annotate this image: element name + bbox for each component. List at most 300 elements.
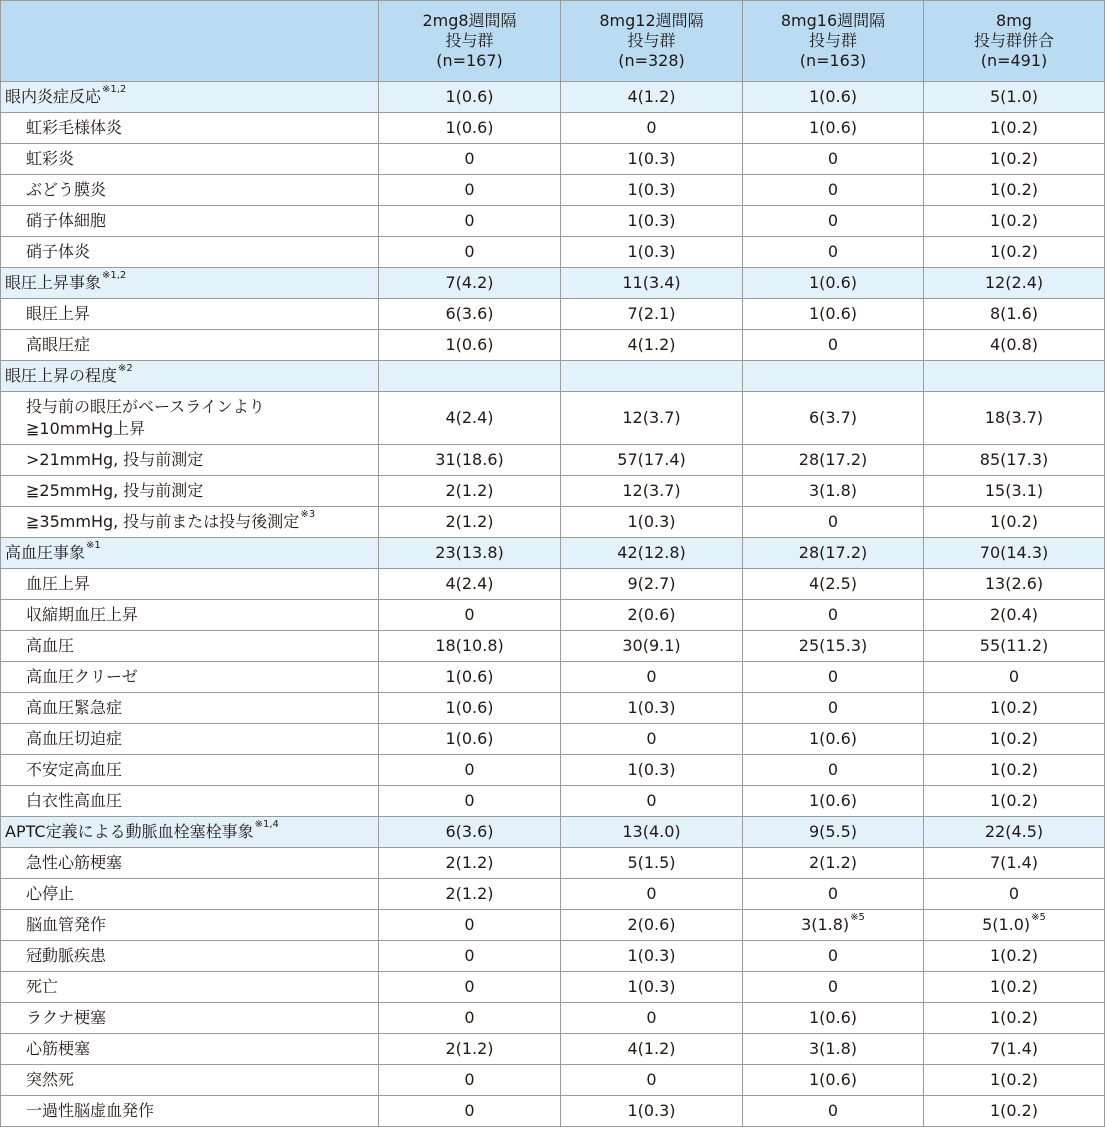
row-label bbox=[1, 848, 379, 879]
table-row bbox=[1, 631, 1105, 662]
value-cell bbox=[743, 569, 924, 600]
value-text: 0 bbox=[464, 149, 475, 168]
value-text: 1(0.2) bbox=[989, 512, 1039, 531]
value-cell bbox=[379, 82, 561, 113]
table-row bbox=[1, 662, 1105, 693]
value-text: 0 bbox=[464, 977, 475, 996]
value-cell bbox=[561, 972, 743, 1003]
value-cell bbox=[379, 724, 561, 755]
value-cell bbox=[743, 330, 924, 361]
value-cell bbox=[924, 361, 1105, 392]
value-cell bbox=[561, 538, 743, 569]
value-cell bbox=[743, 600, 924, 631]
value-text: 12(3.7) bbox=[622, 408, 681, 427]
value-text: 7(2.1) bbox=[627, 304, 676, 323]
value-cell bbox=[743, 237, 924, 268]
row-label bbox=[1, 476, 379, 507]
value-text: 18(3.7) bbox=[984, 408, 1044, 427]
value-cell bbox=[743, 848, 924, 879]
value-cell bbox=[924, 1065, 1105, 1096]
value-cell bbox=[924, 941, 1105, 972]
value-cell bbox=[743, 476, 924, 507]
row-label-text: 一過性脳虚血発作 bbox=[26, 1101, 155, 1120]
row-label-text: 死亡 bbox=[26, 977, 59, 996]
value-text: 0 bbox=[827, 1101, 839, 1120]
footnote-marker: ※1,2 bbox=[102, 270, 127, 281]
value-text: 70(14.3) bbox=[979, 543, 1049, 562]
column-header-line: 8mg bbox=[996, 11, 1032, 30]
value-cell bbox=[924, 879, 1105, 910]
value-cell bbox=[924, 848, 1105, 879]
column-header-line: (n=167) bbox=[436, 51, 503, 70]
value-text: 0 bbox=[1008, 884, 1020, 903]
value-text: 2(1.2) bbox=[445, 884, 494, 903]
row-label bbox=[1, 941, 379, 972]
row-label-text: 白衣性高血圧 bbox=[26, 791, 123, 810]
row-label bbox=[1, 268, 379, 299]
value-text: 1(0.3) bbox=[627, 977, 676, 996]
value-cell bbox=[379, 445, 561, 476]
footnote-marker: ※1,2 bbox=[102, 84, 127, 95]
value-text: 0 bbox=[827, 760, 839, 779]
value-cell bbox=[379, 1065, 561, 1096]
column-header-2 bbox=[561, 1, 743, 82]
row-label bbox=[1, 237, 379, 268]
value-cell bbox=[743, 941, 924, 972]
value-cell bbox=[561, 600, 743, 631]
value-text: 4(2.4) bbox=[445, 408, 494, 427]
value-cell bbox=[379, 1034, 561, 1065]
value-cell bbox=[743, 206, 924, 237]
value-text: 1(0.3) bbox=[627, 512, 676, 531]
value-cell bbox=[561, 330, 743, 361]
table-header bbox=[1, 1, 1105, 82]
value-text: 23(13.8) bbox=[435, 543, 504, 562]
value-cell bbox=[743, 361, 924, 392]
value-cell bbox=[743, 662, 924, 693]
value-text: 4(1.2) bbox=[627, 335, 676, 354]
table-row bbox=[1, 941, 1105, 972]
row-label-text: 硝子体細胞 bbox=[26, 211, 107, 230]
value-text: 85(17.3) bbox=[979, 450, 1049, 469]
column-header-line: (n=491) bbox=[980, 51, 1048, 70]
row-label-text: 脳血管発作 bbox=[26, 915, 107, 934]
value-cell bbox=[561, 631, 743, 662]
value-text: 1(0.6) bbox=[445, 118, 494, 137]
value-cell bbox=[561, 1003, 743, 1034]
value-text: 30(9.1) bbox=[622, 636, 681, 655]
value-text: 0 bbox=[646, 118, 657, 137]
table-row bbox=[1, 445, 1105, 476]
value-cell bbox=[924, 237, 1105, 268]
value-text: 4(2.5) bbox=[808, 574, 858, 593]
value-cell bbox=[743, 786, 924, 817]
value-cell bbox=[924, 693, 1105, 724]
column-header-1 bbox=[379, 1, 561, 82]
value-text: 12(3.7) bbox=[622, 481, 681, 500]
table-row bbox=[1, 848, 1105, 879]
value-cell bbox=[924, 299, 1105, 330]
value-text: 2(1.2) bbox=[445, 512, 494, 531]
value-text: 9(5.5) bbox=[808, 822, 858, 841]
value-text: 1(0.6) bbox=[808, 304, 858, 323]
row-label bbox=[1, 175, 379, 206]
row-label-text: >21mmHg, 投与前測定 bbox=[26, 450, 204, 469]
value-cell bbox=[743, 1034, 924, 1065]
table-row bbox=[1, 237, 1105, 268]
value-text: 1(0.6) bbox=[808, 1008, 858, 1027]
value-cell bbox=[561, 206, 743, 237]
row-label-text: ラクナ梗塞 bbox=[26, 1008, 107, 1027]
value-cell bbox=[924, 817, 1105, 848]
value-cell bbox=[743, 1003, 924, 1034]
row-label bbox=[1, 879, 379, 910]
value-cell bbox=[561, 848, 743, 879]
value-text: 1(0.2) bbox=[989, 1070, 1039, 1089]
row-label bbox=[1, 299, 379, 330]
value-cell bbox=[379, 476, 561, 507]
row-label bbox=[1, 569, 379, 600]
value-cell bbox=[561, 476, 743, 507]
value-text: 4(1.2) bbox=[627, 87, 676, 106]
category-row bbox=[1, 817, 1105, 848]
row-label-text: 急性心筋梗塞 bbox=[26, 853, 123, 872]
value-text: 1(0.2) bbox=[989, 242, 1039, 261]
value-text: 6(3.6) bbox=[445, 822, 494, 841]
value-text: 42(12.8) bbox=[617, 543, 686, 562]
value-cell bbox=[561, 268, 743, 299]
value-text: 1(0.2) bbox=[989, 729, 1039, 748]
value-text: 2(0.6) bbox=[627, 915, 676, 934]
value-text: 15(3.1) bbox=[984, 481, 1044, 500]
footnote-marker: ※5 bbox=[1031, 912, 1046, 923]
column-header-4 bbox=[924, 1, 1105, 82]
value-text: 6(3.6) bbox=[445, 304, 494, 323]
value-cell bbox=[561, 392, 743, 445]
value-text: 1(0.2) bbox=[989, 946, 1039, 965]
value-cell bbox=[379, 268, 561, 299]
value-cell bbox=[924, 600, 1105, 631]
value-text: 0 bbox=[1008, 667, 1020, 686]
value-text: 1(0.6) bbox=[808, 87, 858, 106]
value-cell bbox=[379, 330, 561, 361]
value-cell bbox=[743, 507, 924, 538]
value-cell bbox=[561, 569, 743, 600]
value-text: 13(2.6) bbox=[984, 574, 1044, 593]
value-text: 0 bbox=[464, 242, 475, 261]
value-cell bbox=[379, 817, 561, 848]
value-text: 1(0.2) bbox=[989, 1101, 1039, 1120]
value-cell bbox=[379, 1096, 561, 1127]
value-cell bbox=[379, 144, 561, 175]
category-row bbox=[1, 82, 1105, 113]
value-cell bbox=[379, 972, 561, 1003]
row-label bbox=[1, 693, 379, 724]
row-label-text: 心停止 bbox=[26, 884, 75, 903]
value-text: 1(0.3) bbox=[627, 211, 676, 230]
value-text: 0 bbox=[464, 605, 475, 624]
header-blank-cell bbox=[1, 1, 379, 82]
value-text: 1(0.2) bbox=[989, 180, 1039, 199]
column-header-line: 8mg16週間隔 bbox=[780, 11, 886, 30]
row-label bbox=[1, 972, 379, 1003]
value-cell bbox=[924, 175, 1105, 206]
table-row bbox=[1, 175, 1105, 206]
value-text: 0 bbox=[827, 977, 839, 996]
row-label-text: 虹彩毛様体炎 bbox=[26, 118, 123, 137]
value-cell bbox=[561, 299, 743, 330]
value-text: 55(11.2) bbox=[979, 636, 1049, 655]
category-row bbox=[1, 361, 1105, 392]
value-text: 0 bbox=[464, 915, 475, 934]
value-cell bbox=[561, 1034, 743, 1065]
row-label-text: 高血圧 bbox=[26, 636, 75, 655]
column-header-line: (n=163) bbox=[799, 51, 867, 70]
value-cell bbox=[561, 879, 743, 910]
value-cell bbox=[561, 755, 743, 786]
row-label bbox=[1, 1003, 379, 1034]
value-cell bbox=[743, 445, 924, 476]
value-cell bbox=[561, 175, 743, 206]
table-row bbox=[1, 113, 1105, 144]
value-cell bbox=[743, 392, 924, 445]
row-label-text: 高血圧クリーゼ bbox=[26, 667, 138, 686]
row-label-text: 眼圧上昇事象 bbox=[5, 273, 102, 292]
value-cell bbox=[379, 175, 561, 206]
footnote-marker: ※1 bbox=[86, 540, 101, 551]
value-cell bbox=[743, 693, 924, 724]
table-row bbox=[1, 507, 1105, 538]
value-text: 5(1.0) bbox=[989, 87, 1039, 106]
column-header-line: 投与群 bbox=[808, 31, 857, 50]
column-header-line: 投与群 bbox=[627, 31, 676, 50]
row-label bbox=[1, 82, 379, 113]
value-cell bbox=[561, 910, 743, 941]
value-cell bbox=[743, 299, 924, 330]
row-label-text: ぶどう膜炎 bbox=[26, 180, 107, 199]
value-text: 1(0.3) bbox=[627, 698, 676, 717]
row-label-text: ≧25mmHg, 投与前測定 bbox=[26, 481, 204, 500]
row-label-text: 高血圧緊急症 bbox=[26, 698, 123, 717]
value-text: 6(3.7) bbox=[808, 408, 858, 427]
table-row bbox=[1, 600, 1105, 631]
value-cell bbox=[379, 910, 561, 941]
value-text: 0 bbox=[646, 1008, 657, 1027]
value-text: 1(0.6) bbox=[445, 335, 494, 354]
value-cell bbox=[743, 1065, 924, 1096]
value-text: 0 bbox=[464, 760, 475, 779]
value-cell bbox=[743, 972, 924, 1003]
value-text: 0 bbox=[464, 180, 475, 199]
table-row bbox=[1, 786, 1105, 817]
value-text: 0 bbox=[827, 211, 839, 230]
value-cell bbox=[379, 786, 561, 817]
row-label bbox=[1, 600, 379, 631]
value-text: 1(0.2) bbox=[989, 791, 1039, 810]
row-label bbox=[1, 538, 379, 569]
table-row bbox=[1, 330, 1105, 361]
value-cell bbox=[561, 113, 743, 144]
value-cell bbox=[924, 972, 1105, 1003]
value-cell bbox=[379, 206, 561, 237]
value-text: 0 bbox=[464, 946, 475, 965]
value-text: 3(1.8) bbox=[801, 915, 850, 934]
row-label-text: 硝子体炎 bbox=[26, 242, 91, 261]
value-text: 0 bbox=[827, 512, 839, 531]
value-cell bbox=[561, 507, 743, 538]
value-cell bbox=[561, 724, 743, 755]
value-cell bbox=[924, 538, 1105, 569]
footnote-marker: ※2 bbox=[118, 363, 133, 374]
value-text: 8(1.6) bbox=[989, 304, 1039, 323]
value-text: 1(0.2) bbox=[989, 149, 1039, 168]
row-label bbox=[1, 144, 379, 175]
value-cell bbox=[924, 144, 1105, 175]
row-label-text: 不安定高血圧 bbox=[26, 760, 123, 779]
value-cell bbox=[379, 755, 561, 786]
value-cell bbox=[924, 82, 1105, 113]
value-cell bbox=[379, 569, 561, 600]
value-cell bbox=[379, 361, 561, 392]
value-text: 1(0.6) bbox=[808, 118, 858, 137]
value-cell bbox=[379, 600, 561, 631]
row-label bbox=[1, 206, 379, 237]
value-text: 0 bbox=[827, 667, 839, 686]
value-text: 0 bbox=[464, 1070, 475, 1089]
value-text: 22(4.5) bbox=[984, 822, 1044, 841]
row-label bbox=[1, 392, 379, 445]
row-label-text: 心筋梗塞 bbox=[26, 1039, 91, 1058]
value-text: 0 bbox=[827, 180, 839, 199]
table-row bbox=[1, 724, 1105, 755]
value-cell bbox=[561, 82, 743, 113]
value-text: 0 bbox=[827, 242, 839, 261]
value-text: 18(10.8) bbox=[435, 636, 504, 655]
value-text: 1(0.6) bbox=[445, 87, 494, 106]
row-label-text: 高血圧事象 bbox=[5, 543, 86, 562]
row-label-text: 冠動脈疾患 bbox=[26, 946, 107, 965]
value-cell bbox=[379, 113, 561, 144]
table-row bbox=[1, 879, 1105, 910]
value-cell bbox=[379, 879, 561, 910]
value-cell bbox=[379, 848, 561, 879]
value-cell bbox=[379, 941, 561, 972]
table-body bbox=[1, 82, 1105, 1127]
value-text: 2(1.2) bbox=[445, 1039, 494, 1058]
column-header-line: 8mg12週間隔 bbox=[599, 11, 704, 30]
table-row bbox=[1, 972, 1105, 1003]
row-label bbox=[1, 786, 379, 817]
value-text: 0 bbox=[646, 884, 657, 903]
value-text: 1(0.6) bbox=[445, 698, 494, 717]
value-text: 1(0.3) bbox=[627, 180, 676, 199]
table-row bbox=[1, 392, 1105, 445]
row-label-text: 投与前の眼圧がベースラインより bbox=[26, 397, 265, 416]
value-text: 0 bbox=[827, 605, 839, 624]
value-text: 2(0.6) bbox=[627, 605, 676, 624]
value-text: 0 bbox=[646, 791, 657, 810]
value-text: 1(0.2) bbox=[989, 118, 1039, 137]
row-label-text: 高眼圧症 bbox=[26, 335, 91, 354]
table-row bbox=[1, 476, 1105, 507]
value-cell bbox=[379, 237, 561, 268]
value-text: 5(1.5) bbox=[627, 853, 676, 872]
row-label bbox=[1, 361, 379, 392]
value-text: 0 bbox=[646, 667, 657, 686]
value-cell bbox=[743, 82, 924, 113]
value-text: 57(17.4) bbox=[617, 450, 686, 469]
value-cell bbox=[924, 507, 1105, 538]
footnote-marker: ※3 bbox=[300, 509, 316, 520]
value-text: 1(0.2) bbox=[989, 977, 1039, 996]
table-row bbox=[1, 755, 1105, 786]
value-text: 0 bbox=[827, 149, 839, 168]
value-text: 1(0.2) bbox=[989, 1008, 1039, 1027]
value-cell bbox=[743, 1096, 924, 1127]
table-row bbox=[1, 693, 1105, 724]
value-text: 0 bbox=[827, 698, 839, 717]
value-cell bbox=[924, 910, 1105, 941]
value-text: 7(1.4) bbox=[989, 1039, 1039, 1058]
value-cell bbox=[379, 1003, 561, 1034]
value-text: 0 bbox=[464, 1101, 475, 1120]
value-text: 0 bbox=[464, 211, 475, 230]
value-cell bbox=[924, 631, 1105, 662]
value-text: 9(2.7) bbox=[627, 574, 676, 593]
value-cell bbox=[379, 299, 561, 330]
value-cell bbox=[743, 631, 924, 662]
value-cell bbox=[379, 662, 561, 693]
row-label-text: 眼内炎症反応 bbox=[5, 87, 102, 106]
value-cell bbox=[924, 392, 1105, 445]
value-text: 1(0.2) bbox=[989, 760, 1039, 779]
value-cell bbox=[561, 1096, 743, 1127]
value-cell bbox=[561, 445, 743, 476]
value-cell bbox=[561, 144, 743, 175]
value-text: 0 bbox=[464, 1008, 475, 1027]
value-text: 1(0.6) bbox=[808, 1070, 858, 1089]
row-label bbox=[1, 507, 379, 538]
value-cell bbox=[743, 910, 924, 941]
value-text: 0 bbox=[827, 884, 839, 903]
table-row bbox=[1, 1034, 1105, 1065]
column-header-line: 2mg8週間隔 bbox=[422, 11, 517, 30]
value-text: 0 bbox=[827, 335, 839, 354]
table-row bbox=[1, 1003, 1105, 1034]
row-label bbox=[1, 1034, 379, 1065]
row-label-text: 眼圧上昇の程度 bbox=[5, 366, 118, 385]
value-cell bbox=[379, 693, 561, 724]
value-cell bbox=[743, 175, 924, 206]
value-text: 0 bbox=[646, 729, 657, 748]
value-text: 1(0.3) bbox=[627, 760, 676, 779]
value-text: 1(0.2) bbox=[989, 211, 1039, 230]
value-cell bbox=[379, 538, 561, 569]
row-label-text: 収縮期血圧上昇 bbox=[26, 605, 139, 624]
value-cell bbox=[743, 724, 924, 755]
value-text: 4(1.2) bbox=[627, 1039, 676, 1058]
row-label bbox=[1, 113, 379, 144]
value-cell bbox=[924, 445, 1105, 476]
row-label-text: 血圧上昇 bbox=[26, 574, 91, 593]
value-cell bbox=[561, 237, 743, 268]
value-text: 3(1.8) bbox=[808, 481, 858, 500]
value-text: 1(0.6) bbox=[808, 729, 858, 748]
value-cell bbox=[924, 206, 1105, 237]
table-row bbox=[1, 206, 1105, 237]
table-row bbox=[1, 1096, 1105, 1127]
value-cell bbox=[924, 268, 1105, 299]
